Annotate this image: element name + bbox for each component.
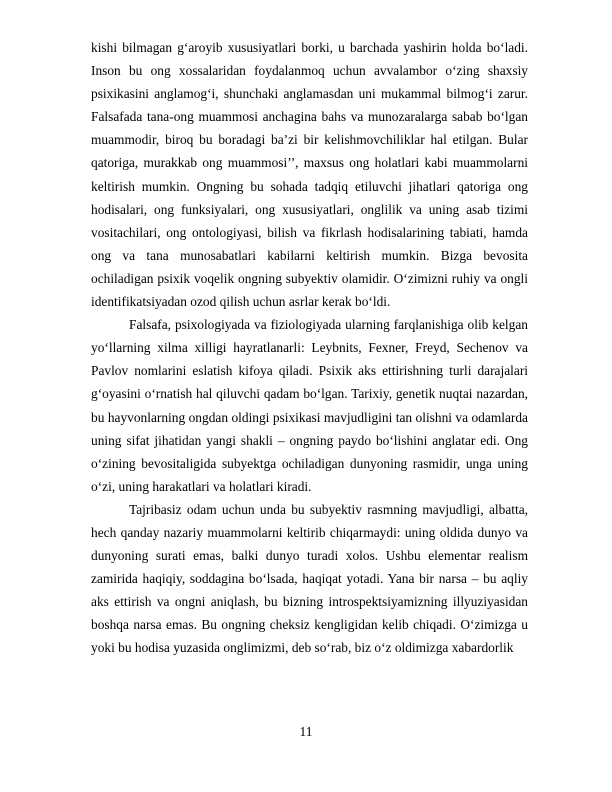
page-number: 11: [299, 724, 313, 739]
paragraph-2: Falsafa, psixologiyada va fiziologiyada ularning farqlanishiga olib kelgan yo‘llarning xilma xilligi hayratlanarli: Leybnits, Fexner, Freyd, Sechenov va Pavlov nomlarini eslatish kifoya qiladi. Psixik aks ettirishning turli darajalari g‘oyasini o‘rnatish hal qiluvchi qadam bo‘lgan. Tarixiy, genetik nuqtai nazardan, bu hayvonlarning ongdan oldingi psixikasi mavjudligini tan olishni va odamlarda uning sifat jihatidan yangi shakli – ongning paydo bo‘lishini anglatar edi. Ong o‘zining bevositaligida subyektga ochiladigan dunyoning rasmidir, unga uning o‘zi, uning harakatlari va holatlari kiradi.: [91, 317, 528, 494]
paragraph-3: Tajribasiz odam uchun unda bu subyektiv rasmning mavjudligi, albatta, hech qanday nazariy muammolarni keltirib chiqarmaydi: uning oldida dunyo va dunyoning surati emas, balki dunyo turadi xolos. Ushbu elementar realism zamirida haqiqiy, soddagina bo‘lsada, haqiqat yotadi. Yana bir narsa – bu aqliy aks ettirish va ongni aniqlash, bu bizning introspektsiyamizning illyuziyasidan boshqa narsa emas. Bu ongning cheksiz kengligidan kelib chiqadi. O‘zimizga u yoki bu hodisa yuzasida onglimizmi, deb so‘rab, biz o‘z oldimizga xabardorlik: [91, 501, 528, 656]
document-page: [91, 36, 528, 660]
paragraph-1: kishi bilmagan g‘aroyib xususiyatlari borki, u barchada yashirin holda bo‘ladi. Inson bu ong xossalaridan foydalanmoq uchun avvalambor o‘zing shaxsiy psixikasini anglamog‘i, shunchaki anglamasdan uni mukammal bilmog‘i zarur. Falsafada tana-ong muammosi anchagina bahs va munozaralarga sabab bo‘lgan muammodir, biroq bu boradagi ba’zi bir kelishmovchiliklar hal etilgan. Bular qatoriga, murakkab ong muammosi’’, maxsus ong holatlari kabi muammolarni keltirish mumkin. Ongning bu sohada tadqiq etiluvchi jihatlari qatoriga ong hodisalari, ong funksiyalari, ong xususiyatlari, onglilik va uning asab tizimi vositachilari, ong ontologiyasi, bilish va fikrlash hodisalarining tabiati, hamda ong va tana munosabatlari kabilarni keltirish mumkin. Bizga bevosita ochiladigan psixik voqelik ongning subyektiv olamidir. O‘zimizni ruhiy va ongli identifikatsiyadan ozod qilish uchun asrlar kerak bo‘ldi.: [91, 40, 528, 310]
